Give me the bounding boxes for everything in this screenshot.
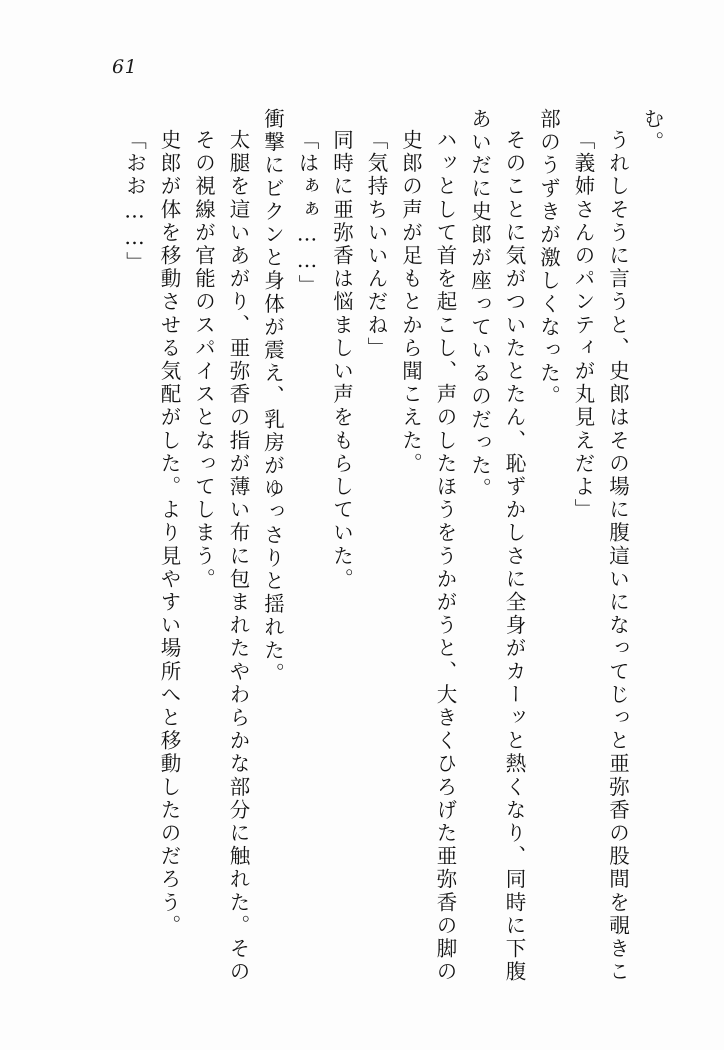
text-line: 「はぁぁ……」 bbox=[295, 129, 319, 298]
text-line: あいだに史郎が座っているのだった。 bbox=[467, 108, 492, 501]
text-line: 太腿を這いあがり、亜弥香の指が薄い布に包まれたやわらかな部分に触れた。その bbox=[226, 129, 250, 984]
text-line: 「気持ちいいんだね」 bbox=[364, 129, 388, 360]
text-line: そのことに気がついたとたん、恥ずかしさに全身がカーッと熱くなり、同時に下腹 bbox=[502, 129, 526, 984]
text-line: む。 bbox=[640, 108, 664, 155]
text-line: 衝撃にビクンと身体が震え、乳房がゆっさりと揺れた。 bbox=[260, 108, 285, 686]
text-line: うれしそうに言うと、史郎はその場に腹這いになってじっと亜弥香の股間を覗きこ bbox=[605, 129, 630, 984]
text-line: その視線が官能のスパイスとなってしまう。 bbox=[191, 129, 216, 591]
body-text bbox=[110, 108, 662, 988]
text-line: 「義姉さんのパンティが丸見えだよ」 bbox=[571, 129, 595, 522]
text-line: 同時に亜弥香は悩ましい声をもらしていた。 bbox=[329, 129, 354, 591]
text-line: 史郎の声が足もとから聞こえた。 bbox=[398, 129, 423, 476]
text-line: 史郎が体を移動させる気配がした。より見やすい場所へと移動したのだろう。 bbox=[157, 129, 181, 938]
page-number: 61 bbox=[112, 56, 138, 78]
text-line: ハッとして首を起こし、声のしたほうをうかがうと、大きくひろげた亜弥香の脚の bbox=[433, 129, 457, 984]
text-line: 部のうずきが激しくなった。 bbox=[536, 108, 561, 409]
text-line: 「おお……」 bbox=[122, 129, 147, 275]
